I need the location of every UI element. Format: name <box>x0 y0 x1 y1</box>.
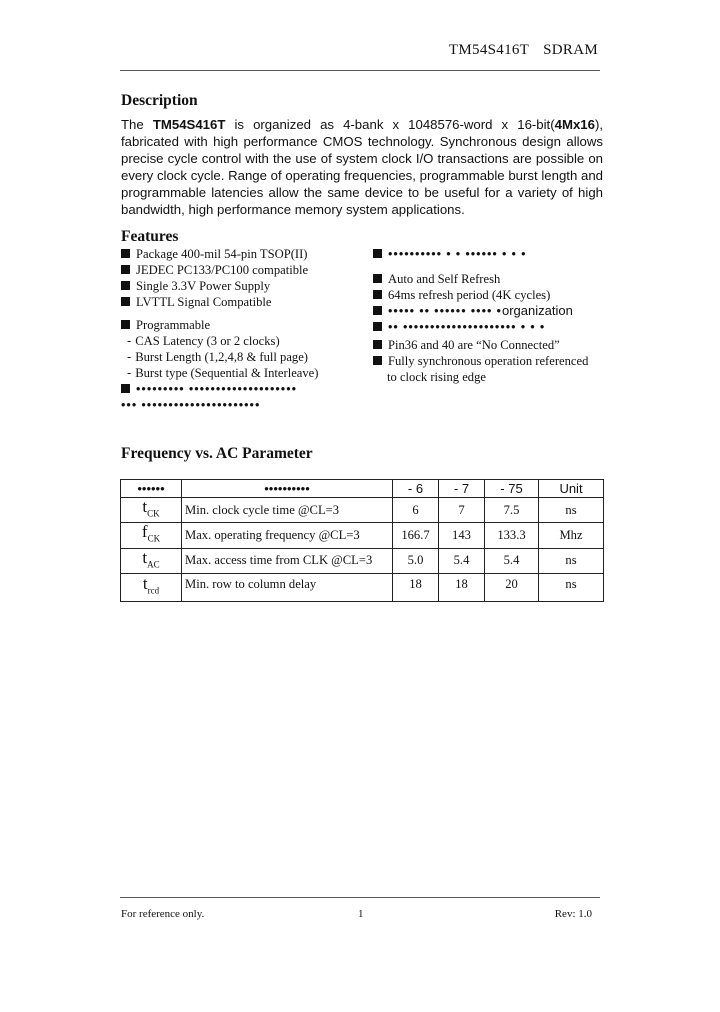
value-6-cell: 6 <box>393 498 439 523</box>
bullet-square-icon <box>121 320 130 329</box>
parameter-cell: Min. clock cycle time @CL=3 <box>182 498 393 523</box>
header-device-type: SDRAM <box>543 42 598 58</box>
feature-garbled-2: ••• •••••••••••••••••••••• <box>121 398 261 412</box>
value-75-cell: 133.3 <box>485 523 539 548</box>
symbol-cell: $t_{CK}$ <box>121 498 182 523</box>
header-rule <box>120 70 600 71</box>
description-heading: Description <box>121 92 198 109</box>
feature-programmable: Programmable <box>121 317 318 333</box>
unit-cell: ns <box>539 548 604 573</box>
feature-supply: Single 3.3V Power Supply <box>121 278 318 294</box>
feature-refresh: Auto and Self Refresh <box>373 271 588 287</box>
value-7-cell: 18 <box>439 574 485 601</box>
feature-sync-continued: to clock rising edge <box>387 370 486 384</box>
footer-rule <box>120 897 600 898</box>
value-75-cell: 7.5 <box>485 498 539 523</box>
ac-parameter-table <box>120 479 604 602</box>
footer-note: For reference only. <box>121 908 205 920</box>
col-header-parameter: •••••••••• <box>182 480 393 498</box>
value-7-cell: 5.4 <box>439 548 485 573</box>
value-6-cell: 166.7 <box>393 523 439 548</box>
bullet-square-icon <box>373 356 382 365</box>
value-75-cell: 5.4 <box>485 548 539 573</box>
desc-rest: ), fabricated with high performance CMOS technology. Synchronous design allows precise cycle control with the use of system clock I/O transactions are possible on every clock cycle. Range of operating frequencies, programmable burst length and programmable latencies allow the same device to be useful for a variety of high bandwidth, high performance memory system applications. <box>121 117 604 217</box>
feature-jedec: JEDEC PC133/PC100 compatible <box>121 262 318 278</box>
feature-cas-latency: - CAS Latency (3 or 2 clocks) <box>127 334 280 348</box>
symbol-cell: $f_{CK}$ <box>121 523 182 548</box>
features-heading: Features <box>121 228 179 245</box>
feature-sync: Fully synchronous operation referenced <box>373 353 588 369</box>
bullet-square-icon <box>121 384 130 393</box>
bullet-square-icon <box>121 297 130 306</box>
bullet-square-icon <box>373 340 382 349</box>
col-header-6: - 6 <box>393 480 439 498</box>
feature-right-garbled-3: •• ••••••••••••••••••••• • • • <box>373 319 588 335</box>
parameter-cell: Min. row to column delay <box>182 574 393 601</box>
footer-revision: Rev: 1.0 <box>554 908 592 920</box>
desc-prefix: The <box>121 117 153 132</box>
feature-organization: ••••• •• •••••• •••• •organization <box>373 303 588 319</box>
feature-burst-length: - Burst Length (1,2,4,8 & full page) <box>127 350 308 364</box>
feature-right-garbled-1: •••••••••• • • •••••• • • • <box>373 246 588 262</box>
feature-package: Package 400-mil 54-pin TSOP(II) <box>121 246 318 262</box>
value-7-cell: 143 <box>439 523 485 548</box>
value-7-cell: 7 <box>439 498 485 523</box>
desc-organization: 4Mx16 <box>554 117 595 132</box>
feature-burst-type: - Burst type (Sequential & Interleave) <box>127 366 319 380</box>
features-left-column <box>121 246 318 413</box>
value-6-cell: 18 <box>393 574 439 601</box>
col-header-symbol: •••••• <box>121 480 182 498</box>
col-header-7: - 7 <box>439 480 485 498</box>
feature-pins: Pin36 and 40 are “No Connected” <box>373 337 588 353</box>
table-header-row <box>121 480 604 498</box>
feature-lvttl: LVTTL Signal Compatible <box>121 294 318 310</box>
feature-garbled-1: ••••••••• •••••••••••••••••••• <box>121 381 318 397</box>
parameter-cell: Max. operating frequency @CL=3 <box>182 523 393 548</box>
value-6-cell: 5.0 <box>393 548 439 573</box>
table-row <box>121 548 604 573</box>
value-75-cell: 20 <box>485 574 539 601</box>
col-header-75: - 75 <box>485 480 539 498</box>
footer-page-number: 1 <box>358 908 364 920</box>
feature-refresh-period: 64ms refresh period (4K cycles) <box>373 287 588 303</box>
unit-cell: ns <box>539 574 604 601</box>
header-part-number: TM54S416T <box>448 42 530 58</box>
bullet-square-icon <box>373 306 382 315</box>
table-row <box>121 523 604 548</box>
bullet-square-icon <box>373 322 382 331</box>
description-paragraph <box>121 116 603 218</box>
bullet-square-icon <box>373 249 382 258</box>
header-title <box>449 42 598 59</box>
frequency-heading: Frequency vs. AC Parameter <box>121 445 313 462</box>
unit-cell: Mhz <box>539 523 604 548</box>
bullet-square-icon <box>121 249 130 258</box>
desc-mid: is organized as 4-bank x 1048576-word x 16-bit( <box>225 117 555 132</box>
symbol-cell: $t_{rcd}$ <box>121 574 182 601</box>
col-header-unit: Unit <box>539 480 604 498</box>
parameter-cell: Max. access time from CLK @CL=3 <box>182 548 393 573</box>
table-row <box>121 498 604 523</box>
table-row <box>121 574 604 601</box>
bullet-square-icon <box>121 281 130 290</box>
symbol-cell: $t_{AC}$ <box>121 548 182 573</box>
bullet-square-icon <box>121 265 130 274</box>
features-right-column <box>373 246 588 385</box>
unit-cell: ns <box>539 498 604 523</box>
bullet-square-icon <box>373 290 382 299</box>
bullet-square-icon <box>373 274 382 283</box>
desc-part-number: TM54S416T <box>152 117 226 132</box>
